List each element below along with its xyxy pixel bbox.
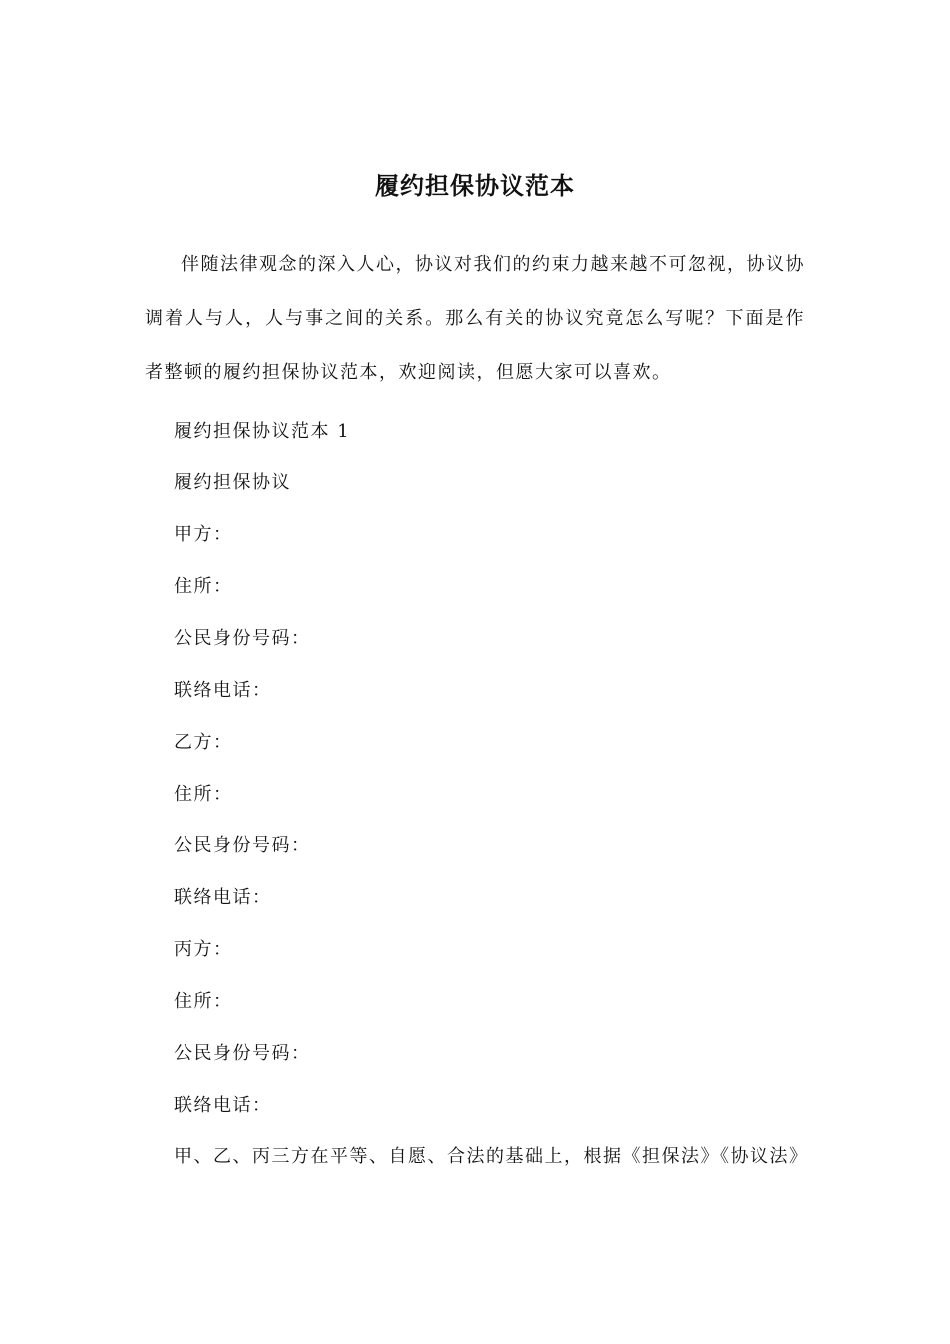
party-a-address: 住所： xyxy=(174,576,233,597)
party-b-label: 乙方： xyxy=(174,732,233,753)
party-b-phone: 联络电话： xyxy=(174,887,272,908)
agreement-title: 履约担保协议 xyxy=(174,472,291,493)
party-c-label: 丙方： xyxy=(174,939,233,960)
clause-start: 甲、乙、丙三方在平等、自愿、合法的基础上，根据《担保法》《协议法》 xyxy=(174,1146,809,1167)
party-c-id-number: 公民身份号码： xyxy=(174,1043,311,1064)
party-b-address: 住所： xyxy=(174,784,233,805)
party-b-id-number: 公民身份号码： xyxy=(174,835,311,856)
party-a-id-number: 公民身份号码： xyxy=(174,628,311,649)
party-c-address: 住所： xyxy=(174,991,233,1012)
section-heading: 履约担保协议范本 1 xyxy=(174,421,351,442)
party-a-label: 甲方： xyxy=(174,524,233,545)
intro-paragraph: 伴随法律观念的深入人心，协议对我们的约束力越来越不可忽视，协议协调着人与人，人与事之间的关系。那么有关的协议究竟怎么写呢？下面是作者整顿的履约担保协议范本，欢迎阅读，但愿大家可以喜欢。 xyxy=(145,254,805,383)
document-title: 履约担保协议范本 xyxy=(375,172,575,201)
party-c-phone: 联络电话： xyxy=(174,1095,272,1116)
party-a-phone: 联络电话： xyxy=(174,680,272,701)
